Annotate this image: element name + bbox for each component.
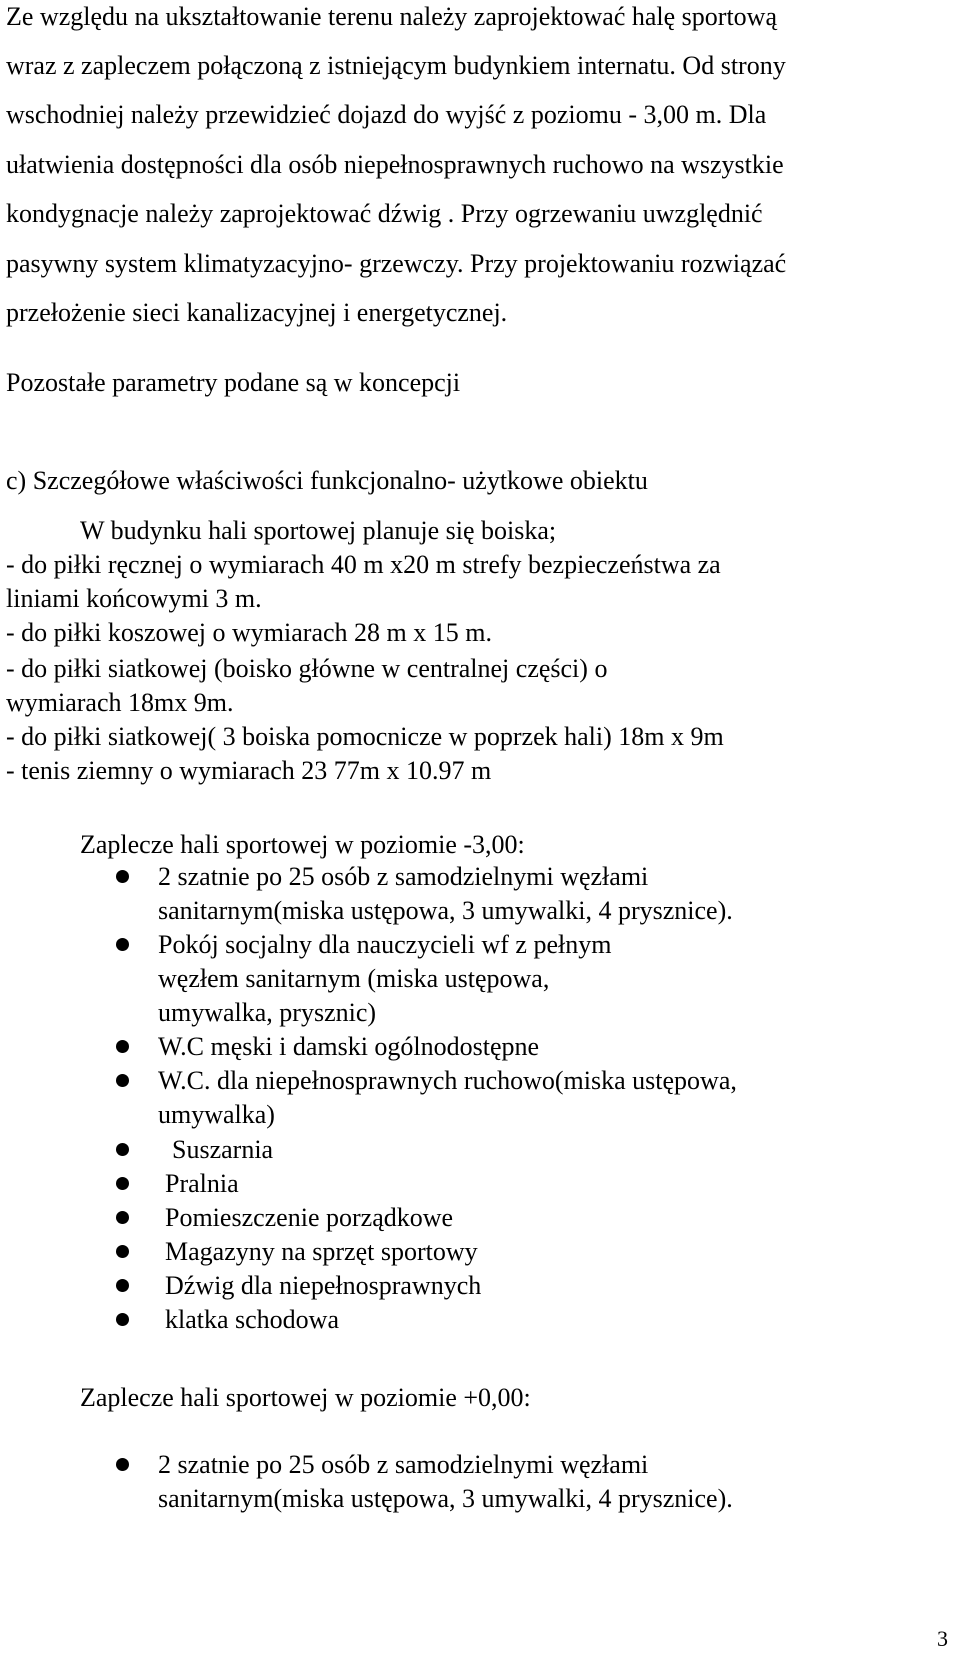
paragraph-line: wraz z zapleczem połączoną z istniejącym budynkiem internatu. Od strony — [6, 51, 786, 80]
bullet-icon — [116, 1458, 129, 1471]
bullet-icon — [116, 1245, 129, 1258]
list-item-text: Pomieszczenie porządkowe — [165, 1203, 454, 1232]
paragraph-line: pasywny system klimatyzacyjno- grzewczy. Przy projektowaniu rozwiązać — [6, 249, 787, 278]
section-intro: W budynku hali sportowej planuje się boiska; — [80, 516, 557, 545]
list-item-text: 2 szatnie po 25 osób z samodzielnymi węzłami — [158, 862, 649, 891]
pitch-line: liniami końcowymi 3 m. — [6, 584, 262, 613]
list-item-text: klatka schodowa — [165, 1305, 340, 1334]
section-heading: c) Szczegółowe właściwości funkcjonalno- użytkowe obiektu — [6, 466, 648, 495]
bullet-icon — [116, 938, 129, 951]
list-item-text: węzłem sanitarnym (miska ustępowa, — [158, 964, 550, 993]
list-item-text: Dźwig dla niepełnosprawnych — [165, 1271, 482, 1300]
bullet-icon — [116, 1313, 129, 1326]
page-number: 3 — [937, 1626, 948, 1651]
pitch-line: - tenis ziemny o wymiarach 23 77m x 10.97 m — [6, 756, 492, 785]
bullet-icon — [116, 1211, 129, 1224]
paragraph-line: przełożenie sieci kanalizacyjnej i energetycznej. — [6, 298, 508, 327]
paragraph-line: wschodniej należy przewidzieć dojazd do wyjść z poziomu - 3,00 m. Dla — [6, 100, 767, 129]
list-item-text: sanitarnym(miska ustępowa, 3 umywalki, 4 prysznice). — [158, 1484, 733, 1513]
pitch-line: - do piłki koszowej o wymiarach 28 m x 15 m. — [6, 618, 492, 647]
paragraph-line: Ze względu na ukształtowanie terenu należy zaprojektować halę sportową — [6, 2, 777, 31]
paragraph-line: ułatwienia dostępności dla osób niepełnosprawnych ruchowo na wszystkie — [6, 150, 784, 179]
list-item-text: Suszarnia — [172, 1135, 274, 1164]
section-heading: Zaplecze hali sportowej w poziomie +0,00: — [80, 1383, 531, 1412]
bullet-icon — [116, 1279, 129, 1292]
pitch-line: - do piłki ręcznej o wymiarach 40 m x20 m strefy bezpieczeństwa za — [6, 550, 721, 579]
list-item-text: Pokój socjalny dla nauczycieli wf z pełnym — [158, 930, 612, 959]
list-item-text: umywalka) — [158, 1100, 275, 1129]
bullet-icon — [116, 1040, 129, 1053]
pitch-line: wymiarach 18mx 9m. — [6, 688, 234, 717]
list-item-text: 2 szatnie po 25 osób z samodzielnymi węzłami — [158, 1450, 649, 1479]
remaining-parameters-note: Pozostałe parametry podane są w koncepcji — [6, 368, 461, 397]
list-item-text: W.C męski i damski ogólnodostępne — [158, 1032, 540, 1061]
section-heading: Zaplecze hali sportowej w poziomie -3,00: — [80, 830, 525, 859]
bullet-icon — [116, 870, 129, 883]
list-item-text: Magazyny na sprzęt sportowy — [165, 1237, 478, 1266]
list-item-text: Pralnia — [165, 1169, 239, 1198]
bullet-icon — [116, 1074, 129, 1087]
list-item-text: sanitarnym(miska ustępowa, 3 umywalki, 4 prysznice). — [158, 896, 733, 925]
pitch-line: - do piłki siatkowej (boisko główne w centralnej części) o — [6, 654, 608, 683]
list-item-text: W.C. dla niepełnosprawnych ruchowo(miska ustępowa, — [158, 1066, 737, 1095]
paragraph-line: kondygnacje należy zaprojektować dźwig . Przy ogrzewaniu uwzględnić — [6, 199, 763, 228]
bullet-icon — [116, 1177, 129, 1190]
list-item-text: umywalka, prysznic) — [158, 998, 377, 1027]
bullet-icon — [116, 1143, 129, 1156]
pitch-line: - do piłki siatkowej( 3 boiska pomocnicze w poprzek hali) 18m x 9m — [6, 722, 724, 751]
